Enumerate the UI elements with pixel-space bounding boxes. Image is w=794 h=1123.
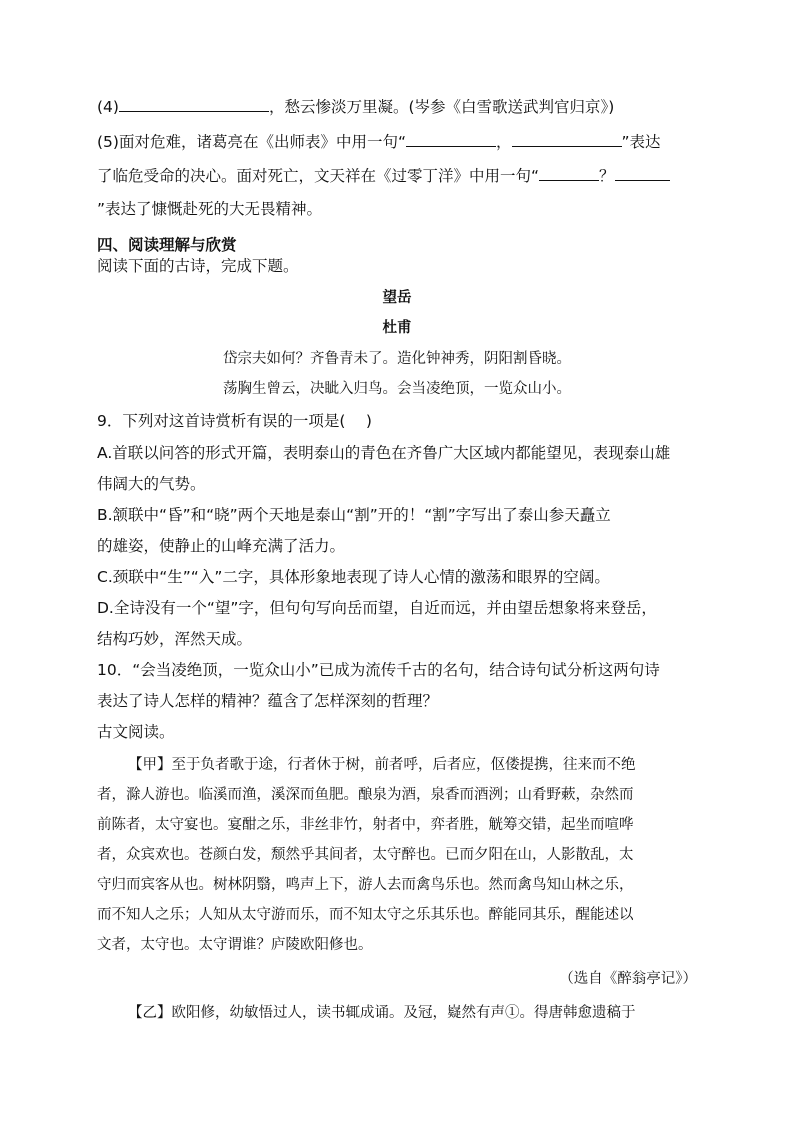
- option-d-cont: 结构巧妙，浑然天成。: [97, 630, 253, 648]
- option-a-cont: 伟阔大的气势。: [97, 475, 206, 493]
- section-intro: 阅读下面的古诗，完成下题。: [97, 257, 299, 275]
- poem-line: 荡胸生曾云，决眦入归鸟。会当凌绝顶，一览众山小。: [223, 381, 571, 397]
- item-text: ”表达了慷慨赴死的大无畏精神。: [97, 200, 323, 218]
- answer-blank[interactable]: [406, 132, 496, 147]
- section-heading: 四、阅读理解与欣赏: [97, 236, 237, 254]
- jia-text-line: 者，众宾欢也。苍颜白发，颓然乎其间者，太守醉也。已而夕阳在山，人影散乱，太: [97, 847, 634, 863]
- source-citation: （选自《醉翁亭记》）: [559, 971, 697, 987]
- answer-blank[interactable]: [539, 166, 599, 181]
- jia-text-line: 者，滁人游也。临溪而渔，溪深而鱼肥。酿泉为酒，泉香而酒洌；山肴野蔌，杂然而: [97, 787, 634, 803]
- poem-title: 望岳: [382, 289, 412, 306]
- question-10-cont: 表达了诗人怎样的精神？蕴含了怎样深刻的哲理？: [97, 692, 439, 710]
- item-number: (5): [97, 133, 119, 151]
- poem-author: 杜甫: [382, 319, 412, 336]
- fill-item-5-line-2: [97, 166, 697, 186]
- fill-item-5: [97, 132, 697, 152]
- item-number: (4): [97, 98, 119, 116]
- item-text: 面对危难，诸葛亮在《出师表》中用一句“: [118, 133, 407, 151]
- item-text: ？: [599, 167, 615, 185]
- answer-blank[interactable]: [615, 166, 670, 181]
- jia-text-line: 文者，太守也。太守谓谁？庐陵欧阳修也。: [97, 937, 373, 953]
- jia-text-line: 【甲】至于负者歌于途，行者休于树，前者呼，后者应，伛偻提携，往来而不绝: [128, 757, 636, 773]
- yi-text-line: 【乙】欧阳修，幼敏悟过人，读书辄成诵。及冠，嶷然有声①。得唐韩愈遗稿于: [128, 1005, 636, 1021]
- answer-blank[interactable]: [512, 132, 622, 147]
- jia-text-line: 守归而宾客从也。树林阴翳，鸣声上下，游人去而禽鸟乐也。然而禽鸟知山林之乐，: [97, 877, 634, 893]
- item-text: ，: [496, 133, 512, 151]
- jia-text-line: 而不知人之乐；人知从太守游而乐，而不知太守之乐其乐也。醉能同其乐，醒能述以: [97, 907, 634, 923]
- question-10: 10．“会当凌绝顶，一览众山小”已成为流传千古的名句，结合诗句试分析这两句诗: [97, 661, 660, 679]
- fill-item-5-line-3: [97, 199, 697, 219]
- jia-text-line: 前陈者，太守宴也。宴酣之乐，非丝非竹，射者中，弈者胜，觥筹交错，起坐而喧哗: [97, 817, 634, 833]
- option-c: C.颈联中“生”“入”二字，具体形象地表现了诗人心情的激荡和眼界的空阔。: [97, 568, 610, 586]
- fill-item-4: [97, 97, 697, 117]
- classical-intro: 古文阅读。: [97, 723, 175, 741]
- question-9-stem: 9．下列对这首诗赏析有误的一项是( ): [97, 412, 372, 430]
- item-text: ”表达: [621, 133, 661, 151]
- option-a: A.首联以问答的形式开篇，表明泰山的青色在齐鲁广大区域内都能望见，表现泰山雄: [97, 444, 671, 462]
- item-text: 了临危受命的决心。面对死亡，文天祥在《过零丁洋》中用一句“: [97, 167, 540, 185]
- option-b-cont: 的雄姿，使静止的山峰充满了活力。: [97, 537, 346, 555]
- option-d: D.全诗没有一个“望”字，但句句写向岳而望，自近而远，并由望岳想象将来登岳，: [97, 599, 657, 617]
- answer-blank[interactable]: [119, 97, 269, 112]
- poem-line: 岱宗夫如何？齐鲁青未了。造化钟神秀，阴阳割昏晓。: [223, 351, 571, 367]
- item-text: ，愁云惨淡万里凝。(岑参《白雪歌送武判官归京》): [268, 98, 615, 116]
- option-b: B.颔联中“昏”和“晓”两个天地是泰山“割”开的！“割”字写出了泰山参天矗立: [97, 506, 611, 524]
